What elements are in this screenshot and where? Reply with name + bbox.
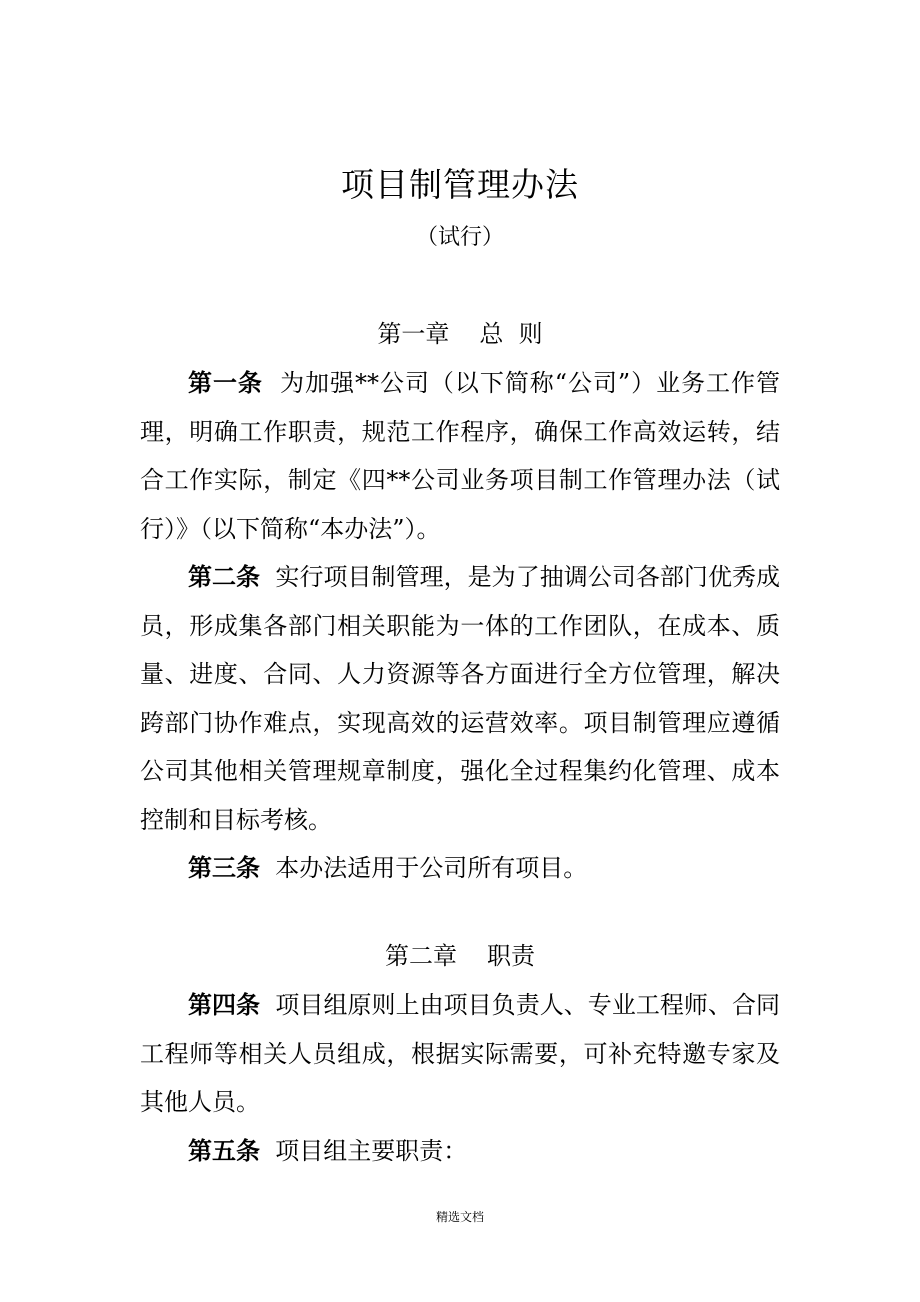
article-text: 本办法适用于公司所有项目。 bbox=[275, 854, 588, 882]
article-1 bbox=[140, 359, 780, 553]
chapter-number: 第一章 bbox=[377, 320, 450, 348]
article-text: 项目组原则上由项目负责人、专业工程师、合同工程师等相关人员组成，根据实际需要，可补充特邀专家及其他人员。 bbox=[140, 991, 781, 1116]
article-5 bbox=[140, 1127, 780, 1176]
chapter-heading-1 bbox=[0, 316, 920, 352]
document-subtitle: （试行） bbox=[415, 225, 504, 250]
article-text: 为加强**公司（以下简称“公司”）业务工作管理，明确工作职责，规范工作程序，确保工作高效运转，结合工作实际，制定《四**公司业务项目制工作管理办法（试行）》（以下简称“本办法”）。 bbox=[140, 369, 780, 543]
chapter-heading-2 bbox=[0, 938, 920, 974]
article-label: 第四条 bbox=[188, 991, 261, 1019]
article-2 bbox=[140, 553, 780, 844]
article-text: 项目组主要职责： bbox=[275, 1137, 468, 1165]
article-text: 实行项目制管理，是为了抽调公司各部门优秀成员，形成集各部门相关职能为一体的工作团队，在成本、质量、进度、合同、人力资源等各方面进行全方位管理，解决跨部门协作难点，实现高效的运营效率。项目制管理应遵循公司其他相关管理规章制度，强化全过程集约化管理、成本控制和目标考核。 bbox=[140, 563, 781, 834]
article-3 bbox=[140, 844, 780, 893]
article-label: 第二条 bbox=[188, 563, 261, 591]
page-footer: 精选文档 bbox=[435, 1210, 484, 1224]
chapter-name: 职责 bbox=[487, 942, 535, 970]
article-label: 第一条 bbox=[188, 369, 263, 397]
article-label: 第五条 bbox=[188, 1137, 260, 1165]
chapter-name: 总 则 bbox=[479, 320, 543, 348]
article-label: 第三条 bbox=[188, 854, 260, 882]
chapter-number: 第二章 bbox=[385, 942, 457, 970]
article-4 bbox=[140, 981, 780, 1127]
document-title: 项目制管理办法 bbox=[341, 165, 579, 204]
